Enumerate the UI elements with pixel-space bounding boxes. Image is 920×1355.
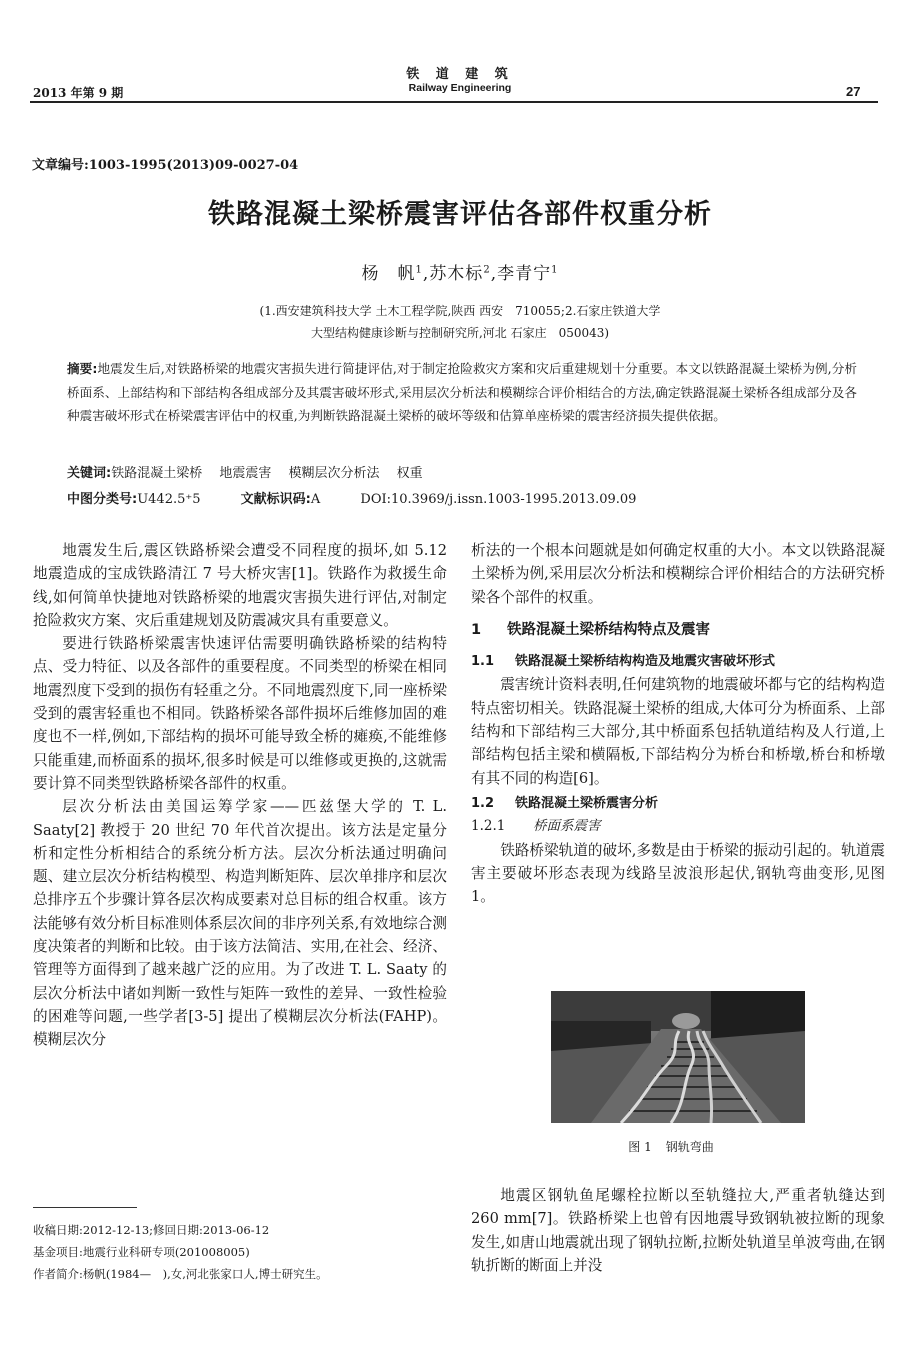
footnote-author: 作者简介:杨帆(1984— ),女,河北张家口人,博士研究生。 xyxy=(33,1267,328,1281)
abstract-text: 地震发生后,对铁路桥梁的地震灾害损失进行简捷评估,对于制定抢险救灾方案和灾后重建规划十分重要。本文以铁路混凝土梁桥为例,分析桥面系、上部结构和下部结构各组成部分及其震害破坏形式,采用层次分析法和模糊综合评价相结合的方法,确定铁路混凝土梁桥各组成部分及各种震害破坏形式在桥梁震害评估中的权重,为判断铁路混凝土梁桥的破坏等级和估算单座桥梁的震害经济损失提供依据。 xyxy=(67,361,857,424)
right-column xyxy=(471,539,885,908)
header-rule xyxy=(30,101,878,103)
body-paragraph: 地震区钢轨鱼尾螺栓拉断以至轨缝拉大,严重者轨缝达到 260 mm[7]。铁路桥梁上也曾有因地震导致钢轨被拉断的现象发生,如唐山地震就出现了钢轨拉断,拉断处轨道呈单波弯曲,在钢轨折断的断面上并没 xyxy=(471,1187,885,1274)
subsubsection-heading xyxy=(471,815,885,838)
footnote-fund: 基金项目:地震行业科研专项(201008005) xyxy=(33,1245,250,1259)
footnote-rule xyxy=(33,1207,137,1208)
clc-label: 中图分类号: xyxy=(67,492,138,507)
author-name: 苏木标 xyxy=(429,264,484,284)
author-affil-mark: 1 xyxy=(551,264,559,276)
author-list: 杨 帆$^1$,苏木标$^2$,李青宁$^1$ xyxy=(361,264,559,284)
body-paragraph: 铁路桥梁轨道的破坏,多数是由于桥梁的振动引起的。轨道震害主要破坏形态表现为线路呈波浪形起伏,钢轨弯曲变形,见图 1。 xyxy=(471,841,885,906)
body-paragraph: 要进行铁路桥梁震害快速评估需要明确铁路桥梁的结构特点、受力特征、以及各部件的重要程度。不同类型的桥梁在相同地震烈度下受到的损伤有轻重之分。不同地震烈度下,同一座桥梁受到的震害轻重也不相同。铁路桥梁各部件损坏后维修加固的难度也不一样,例如,下部结构的损坏可能导致全桥的瘫痪,不能维修只能重建,而桥面系的损坏,很多时候是可以维修或更换的,这就需要计算不同类型铁路桥梁各部件的权重。 xyxy=(33,635,447,792)
figure-label: 图 1 xyxy=(628,1140,652,1154)
figure-caption-text: 钢轨弯曲 xyxy=(665,1140,714,1154)
subsection-title: 铁路混凝土梁桥结构构造及地震灾害破坏形式 xyxy=(515,654,776,670)
affiliation-line: (1.西安建筑科技大学 土木工程学院,陕西 西安 710055;2.石家庄铁道大学 xyxy=(259,304,661,318)
figure-rail-bending-photo xyxy=(551,991,805,1123)
subsubsection-number: 1.2.1 xyxy=(471,818,506,835)
subsubsection-title: 桥面系震害 xyxy=(533,818,601,835)
body-paragraph: 震害统计资料表明,任何建筑物的地震破坏都与它的结构构造特点密切相关。铁路混凝土梁桥的组成,大体可分为桥面系、上部结构和下部结构三大部分,其中桥面系包括轨道结构及人行道,上部结构包括主梁和横隔板,下部结构分为桥台和桥墩,桥台和桥墩有其不同的构造[6]。 xyxy=(471,676,885,787)
page-number: 27 xyxy=(846,84,861,99)
keywords xyxy=(67,462,423,481)
author-affil-mark: 2 xyxy=(483,264,491,276)
author-name: 杨 帆 xyxy=(361,264,416,284)
abstract-label: 摘要: xyxy=(67,361,98,376)
doi: DOI:10.3969/j.issn.1003-1995.2013.09.09 xyxy=(360,492,637,507)
journal-title-cn: 铁 道 建 筑 xyxy=(406,67,514,82)
left-column xyxy=(33,539,447,1052)
body-paragraph: 析法的一个根本问题就是如何确定权重的大小。本文以铁路混凝土梁桥为例,采用层次分析法和模糊综合评价相结合的方法研究桥梁各个部件的权重。 xyxy=(471,542,885,606)
abstract xyxy=(67,357,857,428)
subsection-number: 1.2 xyxy=(471,795,495,811)
subsection-number: 1.1 xyxy=(471,654,495,670)
doc-code-value: A xyxy=(310,492,321,507)
section-title: 铁路混凝土梁桥结构特点及震害 xyxy=(507,621,710,638)
right-column-continued xyxy=(471,1184,885,1277)
footnote-received: 收稿日期:2012-12-13;修回日期:2013-06-12 xyxy=(33,1223,270,1237)
subsection-title: 铁路混凝土梁桥震害分析 xyxy=(515,795,659,811)
affiliation-line: 大型结构健康诊断与控制研究所,河北 石家庄 050043) xyxy=(310,326,610,340)
figure-caption xyxy=(470,1138,886,1155)
body-paragraph: 地震发生后,震区铁路桥梁会遭受不同程度的损坏,如 5.12 地震造成的宝成铁路清江 7 号大桥灾害[1]。铁路作为救援生命线,如何简单快捷地对铁路桥梁的地震灾害损失进行评估,对制定抢险救灾方案、灾后重建规划及防震减灾具有重要意义。 xyxy=(33,542,447,629)
issue-label: 2013 年第 9 期 xyxy=(33,86,124,100)
subsection-heading xyxy=(471,792,885,815)
article-number: 文章编号:1003-1995(2013)09-0027-04 xyxy=(32,158,299,173)
journal-title-en: Railway Engineering xyxy=(408,82,512,94)
doc-code-label: 文献标识码: xyxy=(240,492,311,507)
classification-line xyxy=(67,488,654,507)
author-name: 李青宁 xyxy=(497,264,552,284)
section-heading xyxy=(471,619,885,642)
author-affil-mark: 1 xyxy=(415,264,423,276)
keywords-label: 关键词: xyxy=(67,466,112,481)
subsection-heading xyxy=(471,650,885,673)
paper-title: 铁路混凝土梁桥震害评估各部件权重分析 xyxy=(208,199,712,230)
section-number: 1 xyxy=(471,621,482,638)
body-paragraph: 层次分析法由美国运筹学家——匹兹堡大学的 T. L. Saaty[2] 教授于 20 世纪 70 年代首次提出。该方法是定量分析和定性分析相结合的系统分析方法。层次分析法通过明确问题、建立层次分析结构模型、构造判断矩阵、层次单排序和层次总排序五个步骤计算各层次构成要素对总目标的组合权重。该方法能够有效分析目标准则体系层次间的非序列关系,有效地综合测度决策者的判断和比较。由于该方法简洁、实用,在社会、经济、管理等方面得到了越来越广泛的应用。为了改进 T. L. Saaty 的层次分析法中诸如判断一致性与矩阵一致性的差异、一致性检验的困难等问题,一些学者[3-5] 提出了模糊层次分析法(FAHP)。模糊层次分 xyxy=(33,798,447,1049)
clc-value: U442.5⁺5 xyxy=(137,492,201,507)
keywords-text: 铁路混凝土梁桥 地震震害 模糊层次分析法 权重 xyxy=(111,466,423,481)
rail-photo-illustration xyxy=(551,991,805,1123)
